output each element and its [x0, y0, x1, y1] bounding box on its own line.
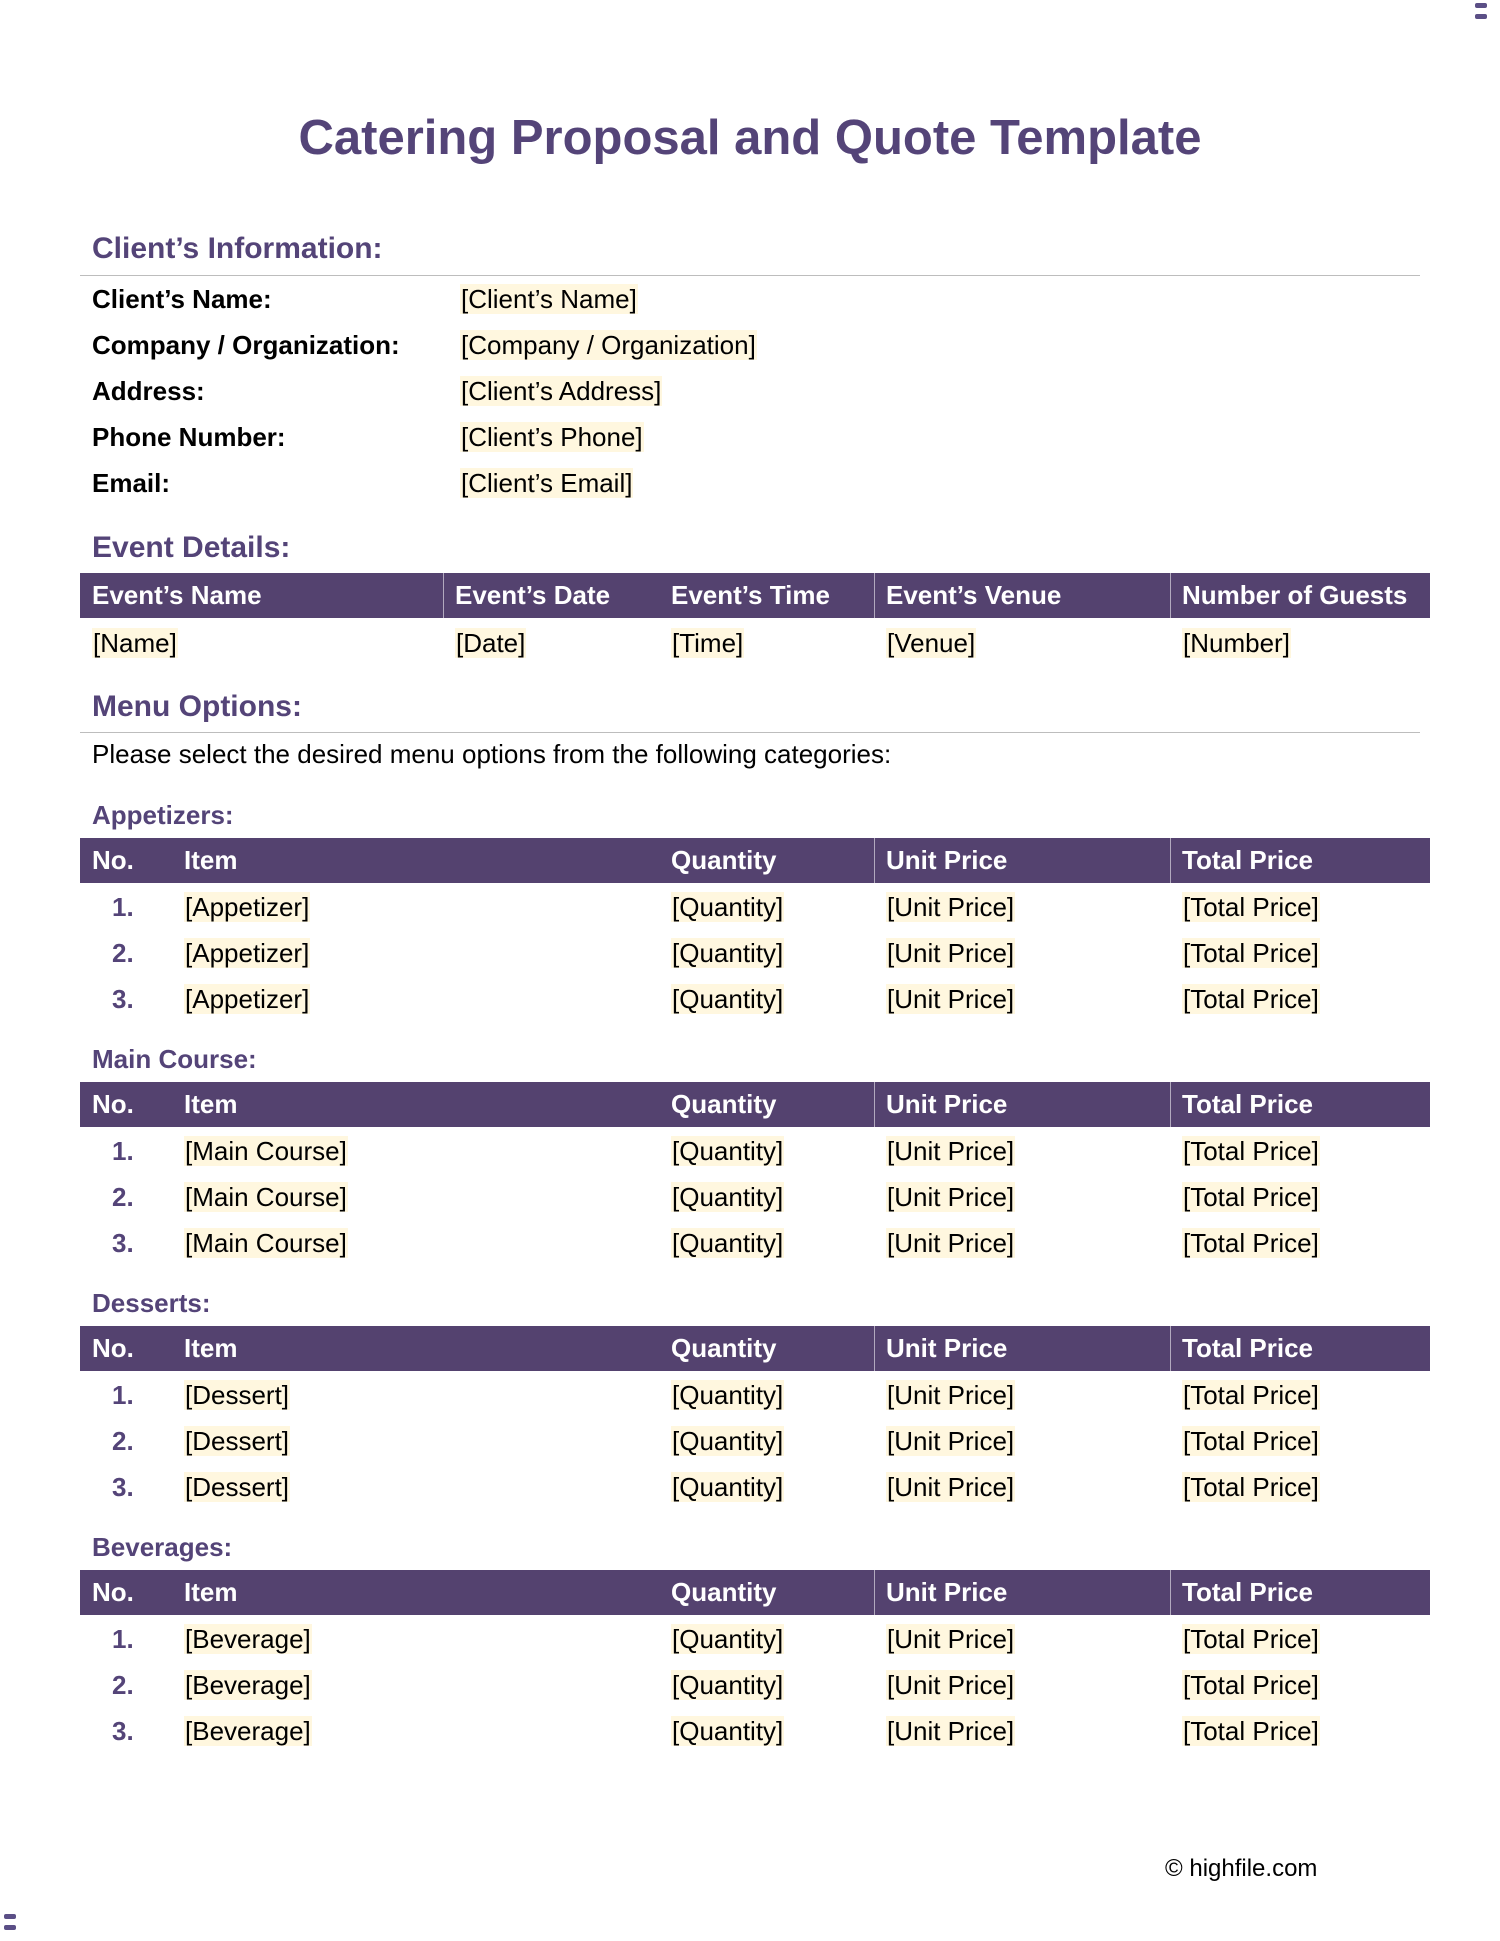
event-name-value[interactable]: [Name] [93, 628, 177, 658]
event-date-header: Event’s Date [455, 580, 611, 610]
quantity-header: Quantity [671, 1577, 777, 1607]
total-price-cell[interactable]: [Total Price] [1183, 984, 1319, 1014]
corner-mark-bottom-left [4, 1914, 16, 1919]
unit-price-cell[interactable]: [Unit Price] [887, 1426, 1015, 1456]
event-name-header: Event’s Name [92, 580, 262, 610]
guests-value[interactable]: [Number] [1183, 628, 1290, 658]
item-cell[interactable]: [Main Course] [185, 1136, 347, 1166]
unit-price-cell[interactable]: [Unit Price] [887, 1624, 1015, 1654]
corner-mark-top-right [1475, 3, 1487, 8]
unit-price-cell[interactable]: [Unit Price] [887, 1136, 1015, 1166]
company-value[interactable]: [Company / Organization] [461, 330, 756, 360]
row-number: 2. [112, 1670, 134, 1700]
phone-label: Phone Number: [92, 422, 286, 452]
quantity-header: Quantity [671, 1333, 777, 1363]
item-cell[interactable]: [Beverage] [185, 1670, 311, 1700]
phone-value[interactable]: [Client’s Phone] [461, 422, 643, 452]
menu-intro-text: Please select the desired menu options from the following categories: [92, 739, 892, 769]
event-date-value[interactable]: [Date] [456, 628, 526, 658]
quantity-cell[interactable]: [Quantity] [672, 1716, 784, 1746]
row-number: 1. [112, 892, 134, 922]
footer-copyright: © highfile.com [1165, 1855, 1318, 1882]
quantity-cell[interactable]: [Quantity] [672, 1624, 784, 1654]
unit-price-cell[interactable]: [Unit Price] [887, 892, 1015, 922]
menu-table-header [80, 838, 1430, 883]
quantity-cell[interactable]: [Quantity] [672, 1182, 784, 1212]
row-number: 3. [112, 1472, 134, 1502]
total-price-cell[interactable]: [Total Price] [1183, 1426, 1319, 1456]
menu-options-rule [80, 732, 1420, 733]
quantity-cell[interactable]: [Quantity] [672, 1670, 784, 1700]
category-heading: Main Course: [92, 1044, 257, 1074]
quantity-cell[interactable]: [Quantity] [672, 984, 784, 1014]
document-title: Catering Proposal and Quote Template [298, 111, 1202, 165]
unit-price-cell[interactable]: [Unit Price] [887, 1670, 1015, 1700]
event-table-header [80, 573, 1430, 618]
row-number: 3. [112, 984, 134, 1014]
address-value[interactable]: [Client’s Address] [461, 376, 662, 406]
item-cell[interactable]: [Dessert] [185, 1472, 290, 1502]
unit-price-header: Unit Price [886, 1089, 1008, 1119]
row-number: 3. [112, 1228, 134, 1258]
unit-price-cell[interactable]: [Unit Price] [887, 1182, 1015, 1212]
corner-mark-top-right [1475, 14, 1487, 19]
no-header: No. [92, 1577, 134, 1607]
item-header: Item [184, 1577, 238, 1607]
category-heading: Desserts: [92, 1288, 211, 1318]
row-number: 2. [112, 938, 134, 968]
email-label: Email: [92, 468, 171, 498]
unit-price-cell[interactable]: [Unit Price] [887, 938, 1015, 968]
quantity-cell[interactable]: [Quantity] [672, 1136, 784, 1166]
event-venue-header: Event’s Venue [886, 580, 1062, 610]
no-header: No. [92, 1333, 134, 1363]
item-cell[interactable]: [Main Course] [185, 1228, 347, 1258]
unit-price-header: Unit Price [886, 1577, 1008, 1607]
row-number: 1. [112, 1136, 134, 1166]
unit-price-header: Unit Price [886, 845, 1008, 875]
quantity-header: Quantity [671, 1089, 777, 1119]
item-cell[interactable]: [Main Course] [185, 1182, 347, 1212]
item-cell[interactable]: [Dessert] [185, 1380, 290, 1410]
row-number: 1. [112, 1624, 134, 1654]
total-price-header: Total Price [1182, 845, 1314, 875]
quantity-cell[interactable]: [Quantity] [672, 1228, 784, 1258]
guests-header: Number of Guests [1182, 580, 1408, 610]
total-price-cell[interactable]: [Total Price] [1183, 1136, 1319, 1166]
email-value[interactable]: [Client’s Email] [461, 468, 633, 498]
event-details-heading: Event Details: [92, 531, 291, 564]
item-cell[interactable]: [Appetizer] [185, 938, 310, 968]
row-number: 2. [112, 1182, 134, 1212]
total-price-header: Total Price [1182, 1577, 1314, 1607]
row-number: 3. [112, 1716, 134, 1746]
event-venue-value[interactable]: [Venue] [887, 628, 976, 658]
item-header: Item [184, 1089, 238, 1119]
quantity-cell[interactable]: [Quantity] [672, 1472, 784, 1502]
no-header: No. [92, 845, 134, 875]
unit-price-cell[interactable]: [Unit Price] [887, 1228, 1015, 1258]
total-price-cell[interactable]: [Total Price] [1183, 1670, 1319, 1700]
item-cell[interactable]: [Appetizer] [185, 984, 310, 1014]
item-cell[interactable]: [Dessert] [185, 1426, 290, 1456]
item-cell[interactable]: [Appetizer] [185, 892, 310, 922]
event-time-header: Event’s Time [671, 580, 830, 610]
item-cell[interactable]: [Beverage] [185, 1716, 311, 1746]
menu-table-header [80, 1082, 1430, 1127]
item-header: Item [184, 845, 238, 875]
unit-price-header: Unit Price [886, 1333, 1008, 1363]
total-price-cell[interactable]: [Total Price] [1183, 1380, 1319, 1410]
event-time-value[interactable]: [Time] [672, 628, 744, 658]
row-number: 1. [112, 1380, 134, 1410]
menu-table-header [80, 1570, 1430, 1615]
total-price-cell[interactable]: [Total Price] [1183, 1472, 1319, 1502]
unit-price-cell[interactable]: [Unit Price] [887, 1472, 1015, 1502]
total-price-header: Total Price [1182, 1333, 1314, 1363]
client-name-label: Client’s Name: [92, 284, 272, 314]
category-heading: Beverages: [92, 1532, 233, 1562]
unit-price-cell[interactable]: [Unit Price] [887, 984, 1015, 1014]
total-price-header: Total Price [1182, 1089, 1314, 1119]
category-heading: Appetizers: [92, 800, 234, 830]
quantity-cell[interactable]: [Quantity] [672, 892, 784, 922]
menu-options-heading: Menu Options: [92, 690, 302, 723]
quantity-cell[interactable]: [Quantity] [672, 1380, 784, 1410]
total-price-cell[interactable]: [Total Price] [1183, 1716, 1319, 1746]
total-price-cell[interactable]: [Total Price] [1183, 938, 1319, 968]
address-label: Address: [92, 376, 205, 406]
unit-price-cell[interactable]: [Unit Price] [887, 1716, 1015, 1746]
item-cell[interactable]: [Beverage] [185, 1624, 311, 1654]
quantity-header: Quantity [671, 845, 777, 875]
item-header: Item [184, 1333, 238, 1363]
quantity-cell[interactable]: [Quantity] [672, 938, 784, 968]
quantity-cell[interactable]: [Quantity] [672, 1426, 784, 1456]
total-price-cell[interactable]: [Total Price] [1183, 1228, 1319, 1258]
total-price-cell[interactable]: [Total Price] [1183, 1182, 1319, 1212]
menu-table-header [80, 1326, 1430, 1371]
no-header: No. [92, 1089, 134, 1119]
client-name-value[interactable]: [Client’s Name] [461, 284, 637, 314]
client-info-rule [80, 275, 1420, 276]
corner-mark-bottom-left [4, 1925, 16, 1930]
row-number: 2. [112, 1426, 134, 1456]
total-price-cell[interactable]: [Total Price] [1183, 1624, 1319, 1654]
unit-price-cell[interactable]: [Unit Price] [887, 1380, 1015, 1410]
total-price-cell[interactable]: [Total Price] [1183, 892, 1319, 922]
client-info-heading: Client’s Information: [92, 232, 383, 265]
company-label: Company / Organization: [92, 330, 400, 360]
